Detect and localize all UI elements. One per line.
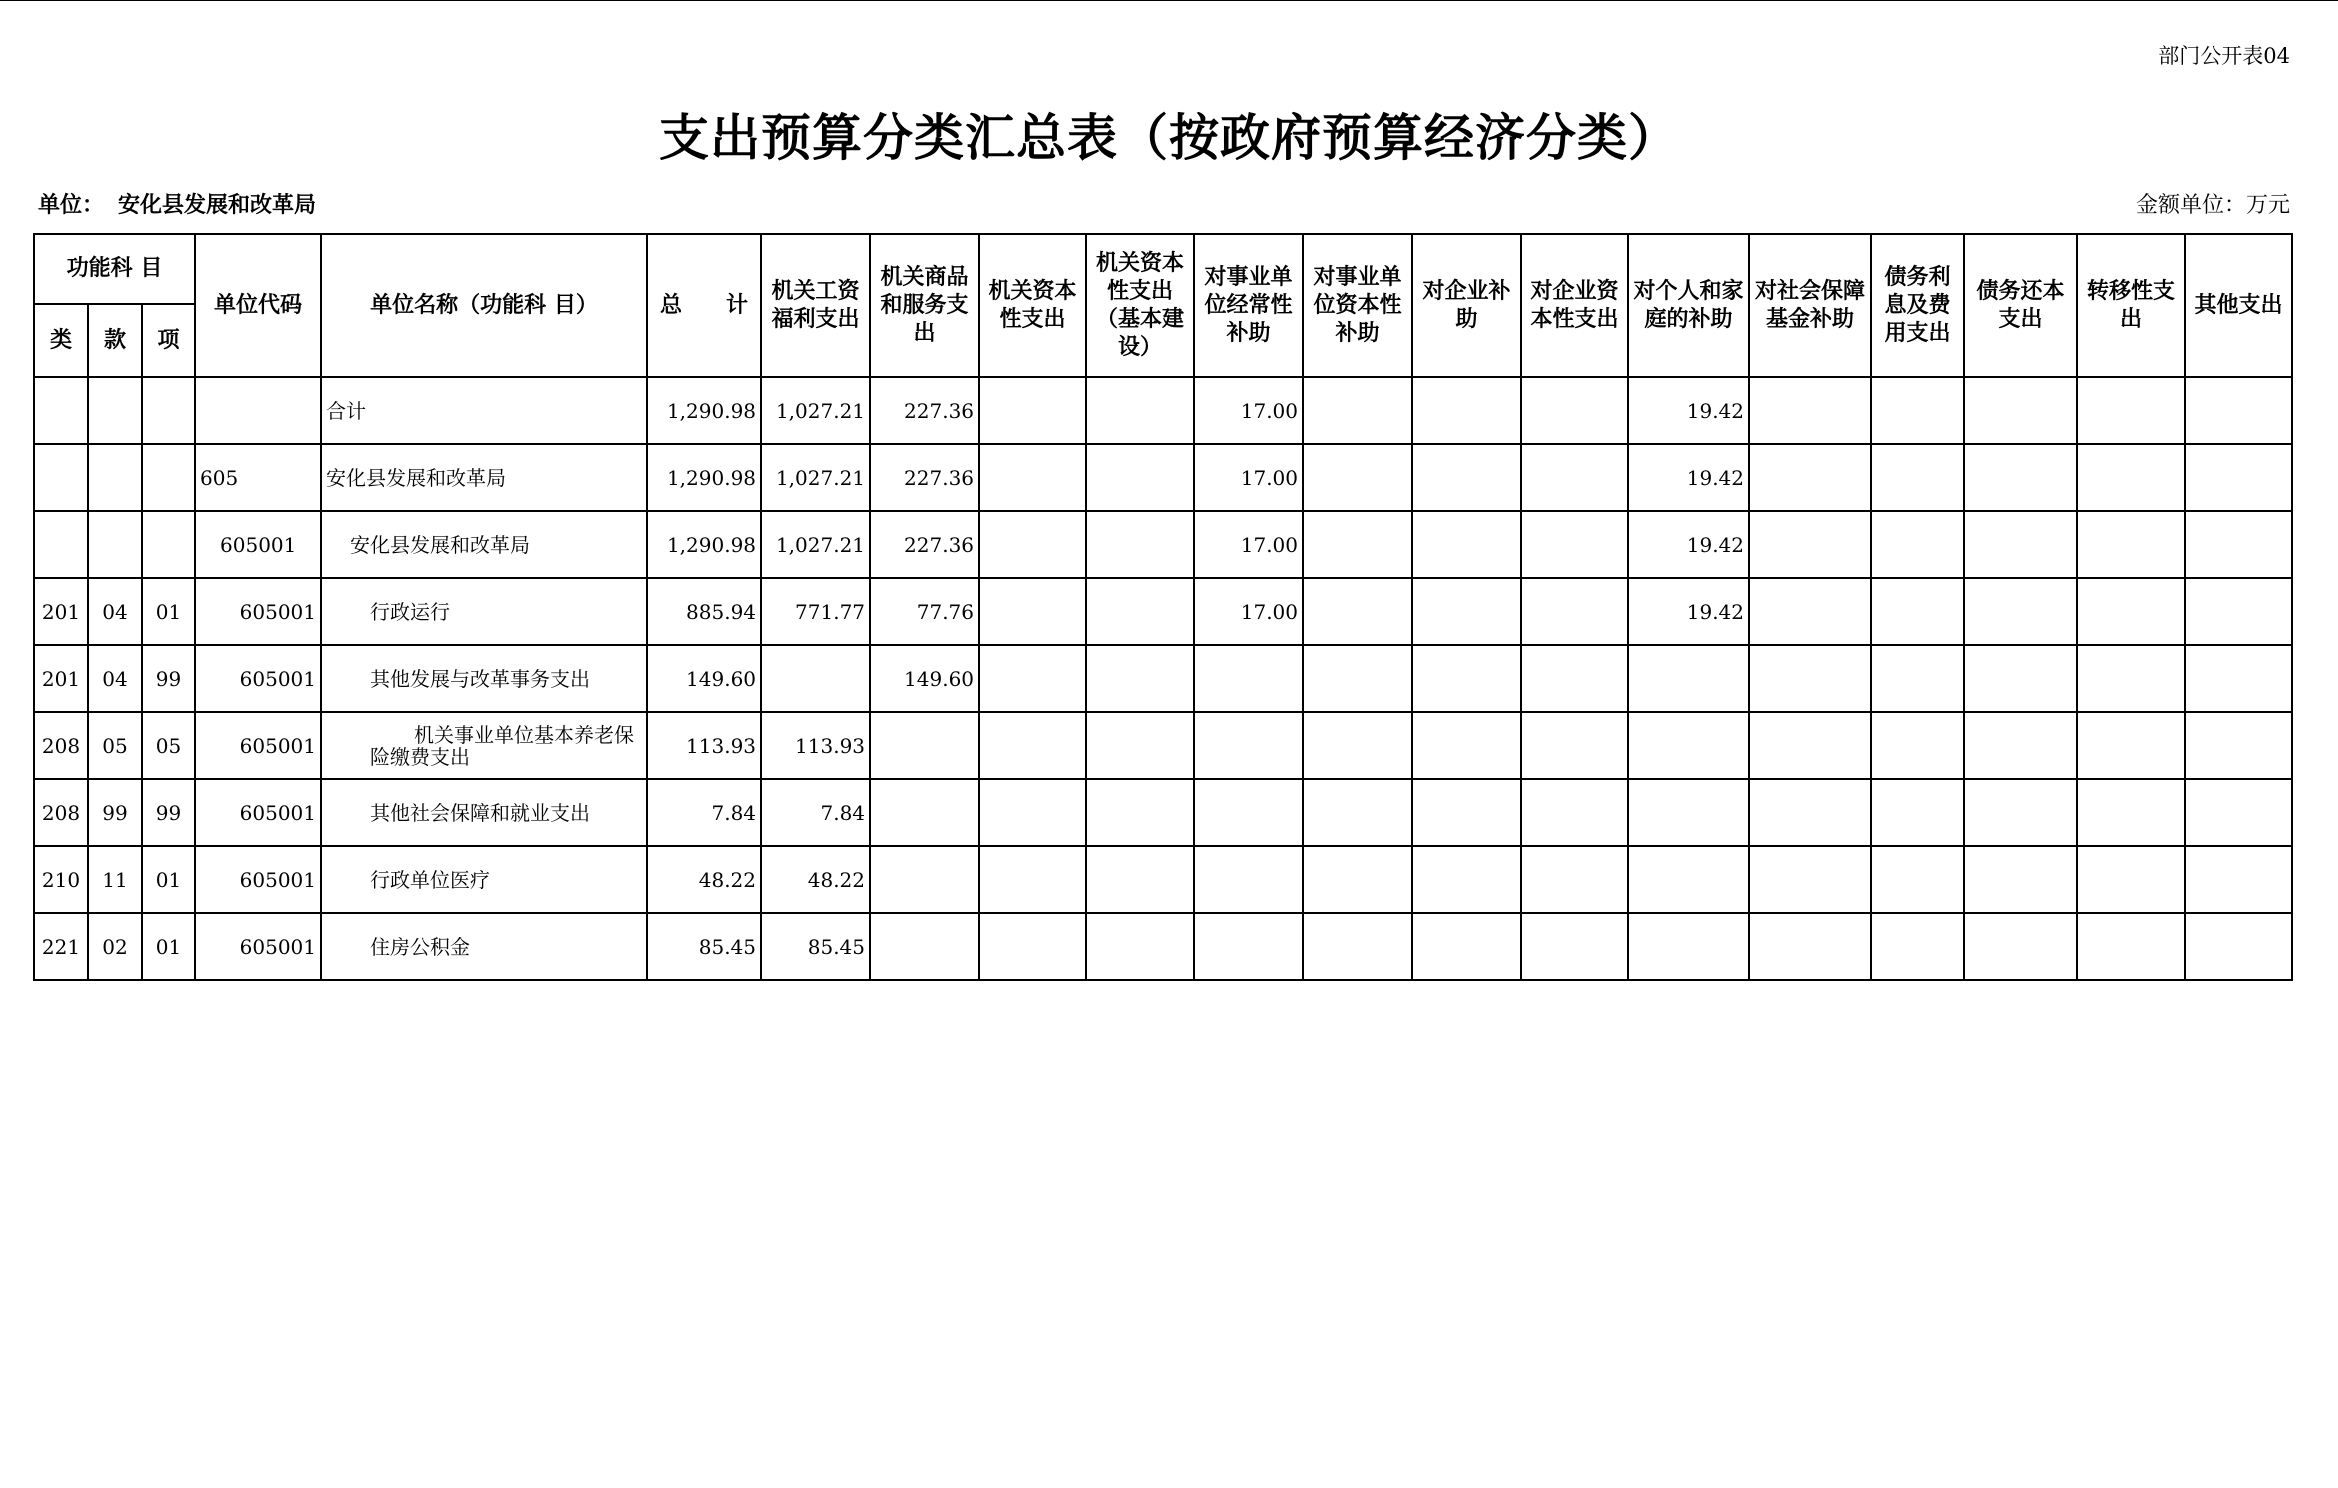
header-c4: 机关资本性支出（基本建设） (1086, 234, 1194, 377)
cell-c11 (1871, 846, 1964, 913)
cell-c5 (1194, 779, 1303, 846)
cell-c12 (1964, 712, 2077, 779)
cell-c5: 17.00 (1194, 578, 1303, 645)
cell-c6 (1303, 913, 1412, 980)
cell-c5 (1194, 645, 1303, 712)
cell-total: 113.93 (647, 712, 761, 779)
cell-xiang (142, 377, 195, 444)
page-title: 支出预算分类汇总表（按政府预算经济分类） (659, 109, 1679, 167)
cell-c1: 113.93 (761, 712, 870, 779)
cell-c8 (1521, 913, 1628, 980)
cell-kuan: 05 (88, 712, 142, 779)
cell-total: 1,290.98 (647, 377, 761, 444)
cell-c2 (870, 779, 979, 846)
cell-c3 (979, 578, 1086, 645)
cell-total: 7.84 (647, 779, 761, 846)
cell-c11 (1871, 377, 1964, 444)
money-unit-label: 金额单位：万元 (2135, 193, 2290, 218)
cell-c7 (1412, 779, 1521, 846)
cell-c12 (1964, 779, 2077, 846)
cell-c10 (1749, 913, 1871, 980)
cell-c12 (1964, 444, 2077, 511)
cell-unit-code: 605001 (195, 578, 321, 645)
cell-c7 (1412, 511, 1521, 578)
cell-c3 (979, 377, 1086, 444)
cell-unit-name: 安化县发展和改革局 (321, 444, 647, 511)
cell-c10 (1749, 846, 1871, 913)
cell-c13 (2077, 511, 2185, 578)
cell-c2 (870, 712, 979, 779)
cell-c6 (1303, 645, 1412, 712)
cell-c2: 149.60 (870, 645, 979, 712)
table-row (34, 578, 2292, 645)
cell-c4 (1086, 913, 1194, 980)
cell-c8 (1521, 578, 1628, 645)
cell-c14 (2185, 578, 2292, 645)
cell-c5: 17.00 (1194, 444, 1303, 511)
cell-c6 (1303, 377, 1412, 444)
cell-c5: 17.00 (1194, 377, 1303, 444)
cell-c9: 19.42 (1628, 444, 1749, 511)
cell-c11 (1871, 913, 1964, 980)
cell-c11 (1871, 511, 1964, 578)
cell-c7 (1412, 377, 1521, 444)
cell-c10 (1749, 578, 1871, 645)
cell-c13 (2077, 578, 2185, 645)
cell-c1: 1,027.21 (761, 444, 870, 511)
cell-c12 (1964, 846, 2077, 913)
cell-unit-code: 605001 (195, 511, 321, 578)
cell-c4 (1086, 846, 1194, 913)
cell-c1: 1,027.21 (761, 511, 870, 578)
cell-c7 (1412, 444, 1521, 511)
cell-c9 (1628, 712, 1749, 779)
cell-c11 (1871, 444, 1964, 511)
cell-c8 (1521, 779, 1628, 846)
cell-c13 (2077, 444, 2185, 511)
cell-c11 (1871, 645, 1964, 712)
cell-lei: 208 (34, 779, 88, 846)
cell-unit-code (195, 377, 321, 444)
header-xiang: 项 (142, 304, 195, 377)
table-row (34, 846, 2292, 913)
cell-c7 (1412, 645, 1521, 712)
cell-c1 (761, 645, 870, 712)
header-lei: 类 (34, 304, 88, 377)
cell-unit-code: 605 (195, 444, 321, 511)
cell-c10 (1749, 444, 1871, 511)
cell-xiang: 01 (142, 578, 195, 645)
cell-c4 (1086, 645, 1194, 712)
header-c5: 对事业单位经常性补助 (1194, 234, 1303, 377)
cell-c1: 771.77 (761, 578, 870, 645)
cell-c8 (1521, 377, 1628, 444)
cell-unit-code: 605001 (195, 846, 321, 913)
cell-c11 (1871, 712, 1964, 779)
cell-c3 (979, 444, 1086, 511)
cell-kuan: 04 (88, 578, 142, 645)
cell-c12 (1964, 645, 2077, 712)
cell-c2 (870, 846, 979, 913)
cell-total: 85.45 (647, 913, 761, 980)
cell-c1: 85.45 (761, 913, 870, 980)
header-c9: 对个人和家庭的补助 (1628, 234, 1749, 377)
header-c14: 其他支出 (2185, 234, 2292, 377)
cell-c13 (2077, 712, 2185, 779)
cell-c8 (1521, 444, 1628, 511)
header-c1: 机关工资福利支出 (761, 234, 870, 377)
cell-unit-name: 机关事业单位基本养老保险缴费支出 (321, 712, 647, 779)
cell-c5 (1194, 712, 1303, 779)
cell-xiang: 99 (142, 779, 195, 846)
cell-c5: 17.00 (1194, 511, 1303, 578)
cell-c9 (1628, 846, 1749, 913)
cell-unit-name: 住房公积金 (321, 913, 647, 980)
cell-lei (34, 377, 88, 444)
cell-c12 (1964, 511, 2077, 578)
header-c11: 债务利息及费用支出 (1871, 234, 1964, 377)
cell-total: 149.60 (647, 645, 761, 712)
cell-unit-code: 605001 (195, 913, 321, 980)
cell-c14 (2185, 444, 2292, 511)
cell-c11 (1871, 578, 1964, 645)
cell-c13 (2077, 377, 2185, 444)
header-c13: 转移性支出 (2077, 234, 2185, 377)
cell-unit-name: 安化县发展和改革局 (321, 511, 647, 578)
cell-c11 (1871, 779, 1964, 846)
cell-c9 (1628, 779, 1749, 846)
cell-c10 (1749, 779, 1871, 846)
header-c3: 机关资本性支出 (979, 234, 1086, 377)
cell-c10 (1749, 712, 1871, 779)
cell-lei: 210 (34, 846, 88, 913)
cell-c1: 7.84 (761, 779, 870, 846)
cell-xiang: 01 (142, 913, 195, 980)
unit-line (38, 188, 316, 219)
cell-c6 (1303, 511, 1412, 578)
budget-table (33, 233, 2293, 981)
cell-c3 (979, 846, 1086, 913)
cell-unit-code: 605001 (195, 779, 321, 846)
table-body (34, 377, 2292, 980)
cell-xiang: 01 (142, 846, 195, 913)
cell-total: 1,290.98 (647, 511, 761, 578)
cell-c12 (1964, 377, 2077, 444)
cell-c4 (1086, 578, 1194, 645)
header-func-group: 功能科 目 (34, 234, 195, 304)
cell-unit-name: 其他发展与改革事务支出 (321, 645, 647, 712)
cell-c3 (979, 779, 1086, 846)
cell-lei: 221 (34, 913, 88, 980)
header-c8: 对企业资本性支出 (1521, 234, 1628, 377)
table-row (34, 712, 2292, 779)
cell-c9 (1628, 913, 1749, 980)
table-row (34, 645, 2292, 712)
cell-c12 (1964, 578, 2077, 645)
cell-lei: 201 (34, 578, 88, 645)
table-row (34, 511, 2292, 578)
cell-c8 (1521, 511, 1628, 578)
cell-c6 (1303, 578, 1412, 645)
table-row (34, 444, 2292, 511)
table-row (34, 779, 2292, 846)
header-unit-code: 单位代码 (195, 234, 321, 377)
cell-c13 (2077, 645, 2185, 712)
cell-xiang (142, 511, 195, 578)
cell-c4 (1086, 779, 1194, 846)
cell-c4 (1086, 444, 1194, 511)
cell-c13 (2077, 913, 2185, 980)
cell-c5 (1194, 913, 1303, 980)
header-c12: 债务还本支出 (1964, 234, 2077, 377)
cell-c3 (979, 645, 1086, 712)
cell-kuan: 99 (88, 779, 142, 846)
cell-c7 (1412, 712, 1521, 779)
cell-xiang (142, 444, 195, 511)
header-unit-name: 单位名称（功能科 目） (321, 234, 647, 377)
cell-c7 (1412, 846, 1521, 913)
cell-c6 (1303, 846, 1412, 913)
cell-c14 (2185, 511, 2292, 578)
cell-c10 (1749, 645, 1871, 712)
cell-c3 (979, 712, 1086, 779)
cell-c14 (2185, 779, 2292, 846)
cell-c12 (1964, 913, 2077, 980)
cell-kuan: 02 (88, 913, 142, 980)
header-total: 总 计 (647, 234, 761, 377)
header-kuan: 款 (88, 304, 142, 377)
cell-unit-name: 行政单位医疗 (321, 846, 647, 913)
cell-xiang: 05 (142, 712, 195, 779)
cell-c2: 227.36 (870, 377, 979, 444)
cell-c8 (1521, 712, 1628, 779)
cell-c2: 77.76 (870, 578, 979, 645)
cell-total: 48.22 (647, 846, 761, 913)
cell-c14 (2185, 846, 2292, 913)
cell-c9: 19.42 (1628, 578, 1749, 645)
cell-kuan (88, 444, 142, 511)
cell-total: 1,290.98 (647, 444, 761, 511)
cell-c9: 19.42 (1628, 511, 1749, 578)
header-c6: 对事业单位资本性补助 (1303, 234, 1412, 377)
header-c7: 对企业补助 (1412, 234, 1521, 377)
unit-value: 安化县发展和改革局 (118, 193, 317, 218)
cell-c6 (1303, 444, 1412, 511)
cell-kuan: 04 (88, 645, 142, 712)
cell-c6 (1303, 712, 1412, 779)
cell-c13 (2077, 846, 2185, 913)
table-row (34, 913, 2292, 980)
cell-kuan (88, 377, 142, 444)
cell-total: 885.94 (647, 578, 761, 645)
cell-c6 (1303, 779, 1412, 846)
cell-c8 (1521, 645, 1628, 712)
cell-c14 (2185, 377, 2292, 444)
unit-label: 单位： (38, 193, 105, 218)
cell-lei (34, 444, 88, 511)
cell-xiang: 99 (142, 645, 195, 712)
cell-c5 (1194, 846, 1303, 913)
cell-c14 (2185, 712, 2292, 779)
cell-kuan: 11 (88, 846, 142, 913)
header-c2: 机关商品和服务支出 (870, 234, 979, 377)
cell-unit-code: 605001 (195, 712, 321, 779)
header-c10: 对社会保障基金补助 (1749, 234, 1871, 377)
cell-c7 (1412, 578, 1521, 645)
cell-c4 (1086, 712, 1194, 779)
cell-c8 (1521, 846, 1628, 913)
page-top-border (0, 0, 2338, 1)
cell-c10 (1749, 511, 1871, 578)
table-id-label: 部门公开表04 (2158, 44, 2290, 68)
cell-c13 (2077, 779, 2185, 846)
cell-c3 (979, 511, 1086, 578)
cell-c9 (1628, 645, 1749, 712)
cell-c3 (979, 913, 1086, 980)
cell-lei: 201 (34, 645, 88, 712)
table-row (34, 377, 2292, 444)
cell-c9: 19.42 (1628, 377, 1749, 444)
cell-c7 (1412, 913, 1521, 980)
cell-c4 (1086, 511, 1194, 578)
cell-unit-name: 其他社会保障和就业支出 (321, 779, 647, 846)
cell-c1: 1,027.21 (761, 377, 870, 444)
cell-c14 (2185, 645, 2292, 712)
cell-unit-name: 合计 (321, 377, 647, 444)
cell-kuan (88, 511, 142, 578)
cell-c2 (870, 913, 979, 980)
cell-unit-name: 行政运行 (321, 578, 647, 645)
cell-c10 (1749, 377, 1871, 444)
cell-c2: 227.36 (870, 511, 979, 578)
cell-lei (34, 511, 88, 578)
cell-c4 (1086, 377, 1194, 444)
cell-unit-code: 605001 (195, 645, 321, 712)
cell-c2: 227.36 (870, 444, 979, 511)
cell-lei: 208 (34, 712, 88, 779)
cell-c1: 48.22 (761, 846, 870, 913)
cell-c14 (2185, 913, 2292, 980)
